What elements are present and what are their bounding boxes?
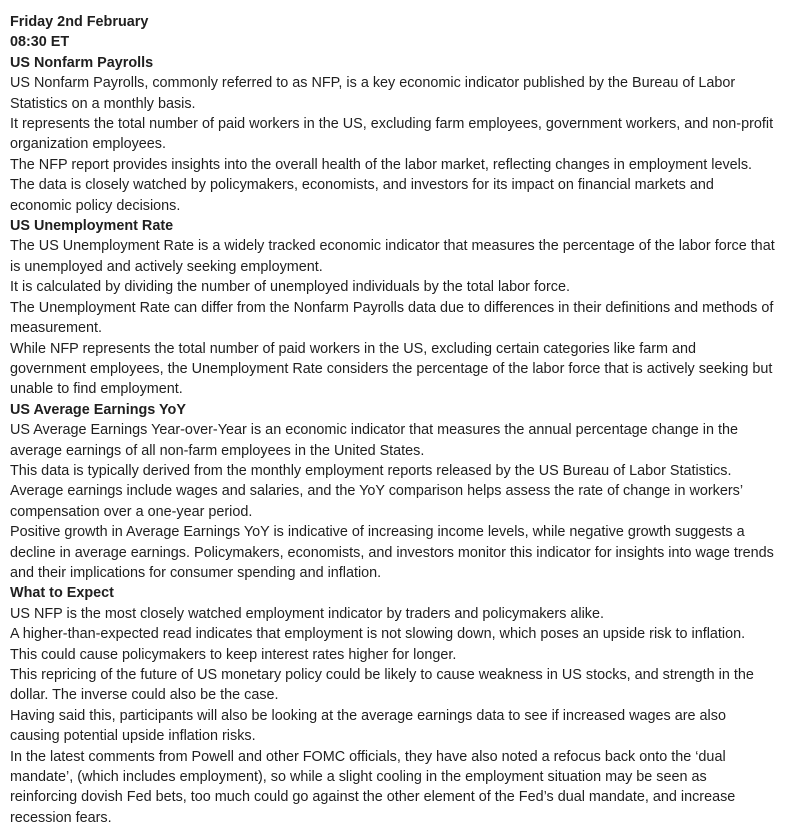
section-heading: US Average Earnings YoY — [10, 401, 186, 418]
section-what-to-expect — [10, 583, 775, 828]
section-unemployment-rate — [10, 216, 775, 400]
section-heading: US Nonfarm Payrolls — [10, 54, 154, 71]
section-nonfarm-payrolls — [10, 53, 775, 216]
paragraph: This data is typically derived from the monthly employment reports released by the US Bureau of Labor Statistics. — [10, 462, 732, 479]
paragraph: The data is closely watched by policymakers, economists, and investors for its impact on financial markets and economic policy decisions. — [10, 177, 714, 214]
section-average-earnings — [10, 400, 775, 584]
paragraph: The US Unemployment Rate is a widely tracked economic indicator that measures the percentage of the labor force that is unemployed and actively seeking employment. — [10, 238, 775, 275]
paragraph: This repricing of the future of US monetary policy could be likely to cause weakness in US stocks, and strength in the dollar. The inverse could also be the case. — [10, 667, 754, 704]
event-time: 08:30 ET — [10, 34, 70, 51]
event-date: Friday 2nd February — [10, 14, 149, 30]
paragraph: US NFP is the most closely watched employment indicator by traders and policymakers alike. — [10, 605, 604, 622]
paragraph: Average earnings include wages and salaries, and the YoY comparison helps assess the rate of change in workers’ compensation over a one-year period. — [10, 483, 743, 520]
section-heading: What to Expect — [10, 585, 114, 602]
paragraph: Positive growth in Average Earnings YoY is indicative of increasing income levels, while negative growth suggests a decline in average earnings. Policymakers, economists, and investors monitor this indicator for insights into wage trends and their implications for consumer spending and inflation. — [10, 524, 774, 581]
document-body — [10, 12, 775, 828]
paragraph: The NFP report provides insights into the overall health of the labor market, reflecting changes in employment levels. — [10, 156, 753, 173]
paragraph: It represents the total number of paid workers in the US, excluding farm employees, government workers, and non-profit organization employees. — [10, 116, 774, 153]
paragraph: While NFP represents the total number of paid workers in the US, excluding certain categories like farm and government employees, the Unemployment Rate considers the percentage of the labor force that is actively seeking but unable to find employment. — [10, 340, 773, 398]
paragraph: It is calculated by dividing the number of unemployed individuals by the total labor force. — [10, 279, 570, 296]
paragraph: In the latest comments from Powell and other FOMC officials, they have also noted a refocus back onto the ‘dual mandate’, (which includes employment), so while a slight cooling in the employment situation may be seen as reinforcing dovish Fed bets, too much could go against the other element of the Fed’s dual mandate, and increase recession fears. — [10, 748, 736, 826]
paragraph: A higher-than-expected read indicates that employment is not slowing down, which poses an upside risk to inflation. This could cause policymakers to keep interest rates higher for longer. — [10, 626, 746, 663]
paragraph: Having said this, participants will also be looking at the average earnings data to see if increased wages are also causing potential upside inflation risks. — [10, 707, 726, 745]
paragraph: US Nonfarm Payrolls, commonly referred to as NFP, is a key economic indicator published by the Bureau of Labor Statistics on a monthly basis. — [10, 75, 736, 112]
section-heading: US Unemployment Rate — [10, 218, 174, 235]
paragraph: US Average Earnings Year-over-Year is an economic indicator that measures the annual percentage change in the average earnings of all non-farm employees in the United States. — [10, 422, 738, 459]
paragraph: The Unemployment Rate can differ from the Nonfarm Payrolls data due to differences in their definitions and methods of measurement. — [10, 299, 774, 337]
